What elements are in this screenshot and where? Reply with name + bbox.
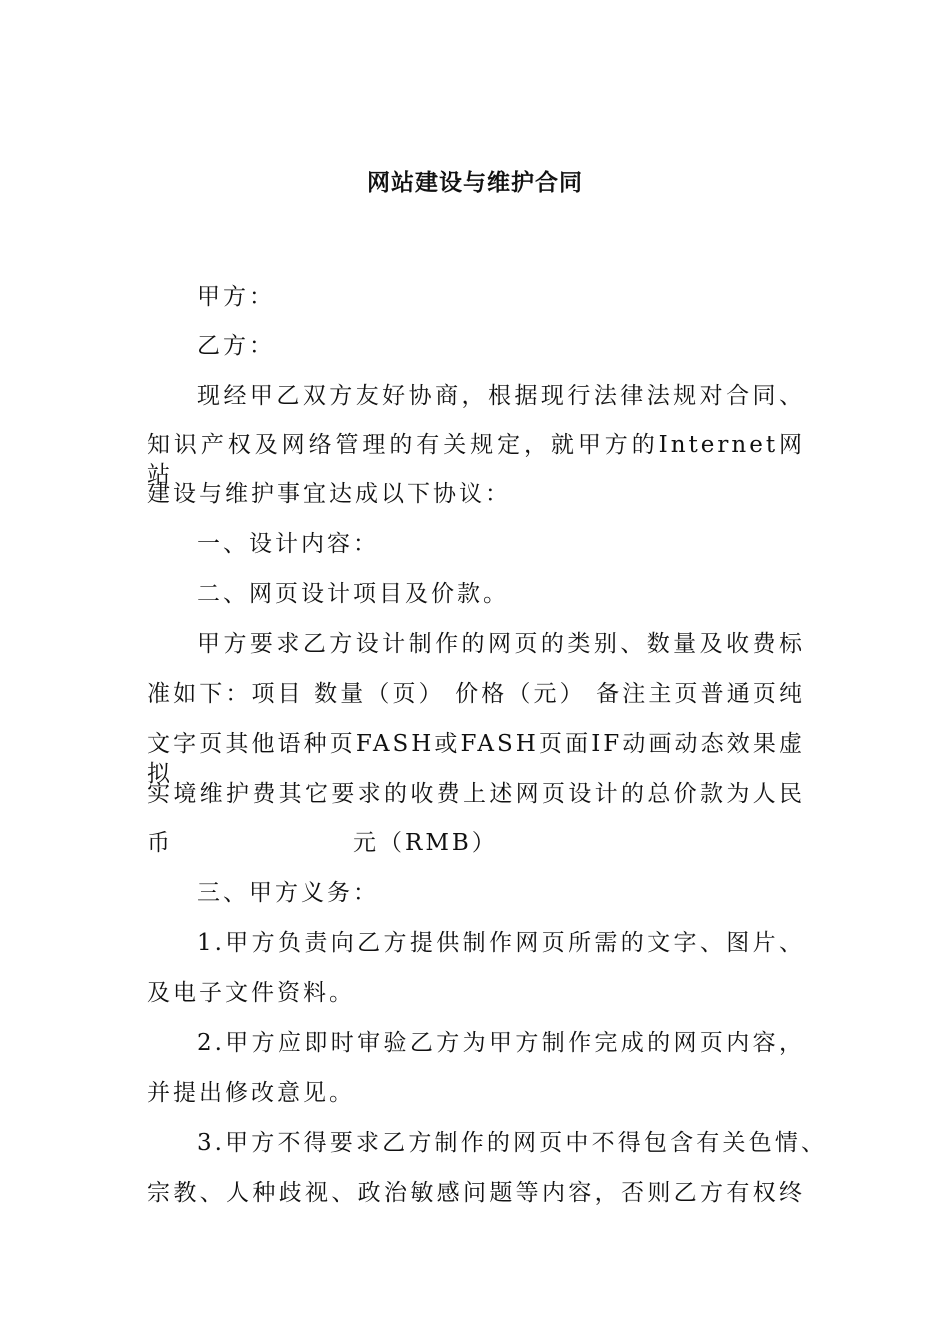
currency-text: 币 [147, 830, 173, 856]
section-heading: 三、甲方义务： [197, 880, 379, 906]
currency-unit: 元（RMB） [353, 830, 498, 856]
paragraph-line: 建设与维护事宜达成以下协议： [147, 481, 511, 507]
paragraph-line: 3.甲方不得要求乙方制作的网页中不得包含有关色情、 [197, 1130, 827, 1156]
paragraph-line: 知识产权及网络管理的有关规定，就甲方的Internet网站 [147, 432, 805, 488]
paragraph-line [147, 828, 498, 858]
paragraph-line: 宗教、人种歧视、政治敏感问题等内容，否则乙方有权终 [147, 1180, 805, 1206]
section-heading: 一、设计内容： [197, 531, 379, 557]
party-a-line: 甲方： [197, 284, 275, 310]
document-title: 网站建设与维护合同 [367, 169, 583, 196]
paragraph-line: 现经甲乙双方友好协商，根据现行法律法规对合同、 [197, 383, 805, 409]
paragraph-line: 实境维护费其它要求的收费上述网页设计的总价款为人民 [147, 781, 805, 807]
party-b-line: 乙方： [197, 333, 275, 359]
paragraph-line: 及电子文件资料。 [147, 980, 355, 1006]
paragraph-line: 并提出修改意见。 [147, 1080, 355, 1106]
paragraph-line: 1.甲方负责向乙方提供制作网页所需的文字、图片、 [197, 930, 805, 956]
paragraph-line: 甲方要求乙方设计制作的网页的类别、数量及收费标 [197, 631, 805, 657]
paragraph-line: 文字页其他语种页FASH或FASH页面IF动画动态效果虚拟 [147, 731, 805, 787]
paragraph-line: 准如下：项目 数量（页） 价格（元） 备注主页普通页纯 [147, 681, 805, 707]
section-heading: 二、网页设计项目及价款。 [197, 581, 509, 607]
paragraph-line: 2.甲方应即时审验乙方为甲方制作完成的网页内容， [197, 1030, 805, 1056]
